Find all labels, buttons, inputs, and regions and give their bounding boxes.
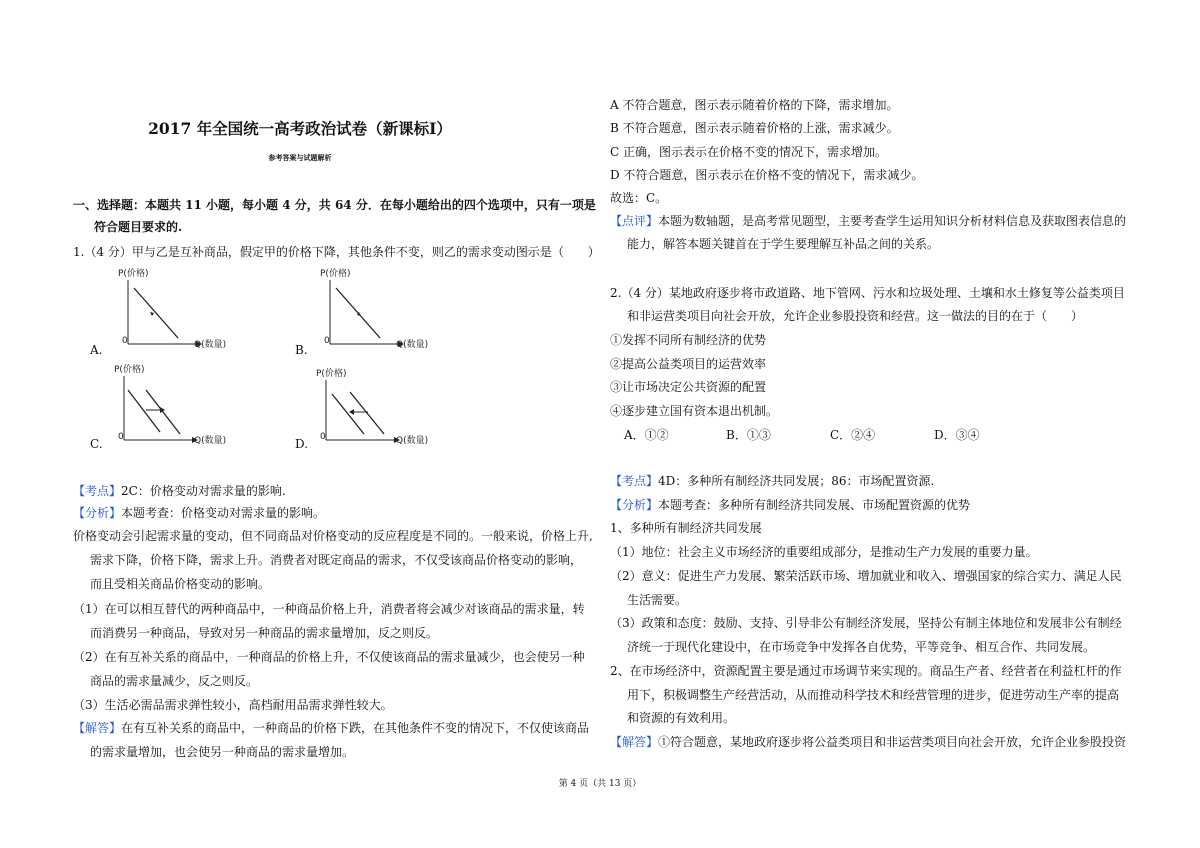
section-heading-line1: 一、选择题：本题共 11 小题，每小题 4 分，共 64 分．在每小题给出的四个选项中，只有一项是 — [73, 198, 596, 212]
option-b-letter: B. — [295, 343, 308, 357]
option-d-letter: D. — [295, 437, 309, 451]
q2-item: ①发挥不同所有制经济的优势 — [610, 333, 767, 347]
graph-b-origin: 0 — [324, 336, 330, 346]
graph-c-p-label: P(价格) — [114, 365, 145, 375]
q2-body-line: 2、在市场经济中，资源配置主要是通过市场调节来实现的。商品生产者、经营者在利益杠杆的作 — [610, 664, 1122, 678]
page-footer: 第 4 页（共 13 页） — [558, 779, 642, 789]
section-heading-line2: 符合题目要求的. — [94, 220, 183, 234]
q1-analysis-line: D 不符合题意，图示表示在价格不变的情况下，需求减少。 — [610, 168, 924, 182]
graph-a-q-label: Q(数量) — [194, 340, 227, 350]
q2-kaodian — [610, 473, 934, 489]
q2-fenxi-tag: 【分析】 — [610, 498, 659, 512]
q1-explain-line: 而消费另一种商品，导致对另一种商品的需求量增加，反之则反。 — [90, 626, 439, 640]
q2-stem: 2.（4 分）某地政府逐步将市政道路、地下管网、污水和垃圾处理、土壤和水土修复等公益类项目 — [610, 286, 1125, 300]
graph-b — [310, 266, 470, 356]
q1-explain-line: 商品的需求量减少，反之则反。 — [90, 674, 259, 688]
q1-kaodian-text: 2C：价格变动对需求量的影响. — [121, 484, 286, 498]
graph-d-p-label: P(价格) — [316, 369, 347, 379]
q1-dianping-text: 本题为数轴题，是高考常见题型，主要考查学生运用知识分析材料信息及获取图表信息的 — [658, 214, 1127, 228]
q2-body-line: 1、多种所有制经济共同发展 — [610, 521, 762, 535]
q1-jieda — [73, 720, 589, 736]
q1-explain-line: （2）在有互补关系的商品中，一种商品的价格上升，不仅使该商品的需求量减少，也会使另一种 — [73, 650, 585, 664]
q1-analysis-line: C 正确，图示表示在价格不变的情况下，需求增加。 — [610, 145, 887, 159]
graph-a — [108, 266, 268, 356]
q1-fenxi-tag: 【分析】 — [73, 506, 122, 520]
q1-kaodian — [73, 483, 286, 499]
graph-d — [306, 366, 466, 456]
graph-b-q-label: Q(数量) — [396, 340, 429, 350]
graph-c-q-label: Q(数量) — [194, 436, 227, 446]
q2-item: ②提高公益类项目的运营效率 — [610, 357, 767, 371]
q1-explain-line: （3）生活必需品需求弹性较小，高档耐用品需求弹性较大。 — [73, 698, 393, 712]
q1-dianping-line: 能力，解答本题关键首在于学生要理解互补品之间的关系。 — [627, 237, 940, 251]
q2-body-line: 生活需要。 — [627, 593, 688, 607]
q2-fenxi-text: 本题考查：多种所有制经济共同发展、市场配置资源的优势 — [658, 498, 971, 512]
graph-a-demand-curve — [134, 288, 178, 338]
graph-a-p-label: P(价格) — [118, 269, 149, 279]
q2-body-line: 和资源的有效利用。 — [627, 711, 736, 725]
q2-choice-b: B．①③ — [726, 428, 771, 442]
q1-jieda-text: 在有互补关系的商品中，一种商品的价格下跌，在其他条件不变的情况下，不仅使该商品 — [121, 721, 590, 735]
q1-kaodian-tag: 【考点】 — [73, 484, 122, 498]
q1-fenxi-text: 本题考查：价格变动对需求量的影响。 — [121, 506, 326, 520]
q2-stem-line: 和非运营类项目向社会开放，允许企业参股投资和经营。这一做法的目的在于（ ） — [627, 309, 1084, 323]
q2-jieda-text: ①符合题意，某地政府逐步将公益类项目和非运营类项目向社会开放，允许企业参股投资 — [658, 735, 1127, 749]
q1-explain-line: 价格变动会引起需求量的变动，但不同商品对价格变动的反应程度是不同的。一般来说，价格上升, — [73, 529, 593, 543]
q2-body-line: （3）政策和态度：鼓励、支持、引导非公有制经济发展，坚持公有制主体地位和发展非公有制经 — [610, 616, 1122, 630]
q1-dianping-tag: 【点评】 — [610, 214, 659, 228]
graph-c-demand-curve-1 — [128, 390, 160, 432]
q1-jieda-line: 的需求量增加，也会使另一种商品的需求量增加。 — [90, 745, 355, 759]
q1-explain-line: 需求下降，价格下降，需求上升。消费者对既定商品的需求，不仅受该商品价格变动的影响， — [90, 553, 583, 567]
q2-jieda-tag: 【解答】 — [610, 735, 659, 749]
q1-explain-line: 而且受相关商品价格变动的影响。 — [90, 577, 271, 591]
page-title: 2017 年全国统一高考政治试卷（新课标Ⅰ） — [148, 119, 452, 138]
q2-body-line: 用下，积极调整生产经营活动，从而推动科学技术和经营管理的进步，促进劳动生产率的提高 — [627, 688, 1120, 702]
q2-jieda — [610, 734, 1126, 750]
q2-kaodian-tag: 【考点】 — [610, 474, 659, 488]
option-a-letter: A. — [90, 343, 103, 357]
q2-choice-a: A．①② — [624, 428, 669, 442]
graph-c — [104, 362, 264, 452]
page-subtitle: 参考答案与试题解析 — [268, 153, 332, 162]
q1-jieda-tag: 【解答】 — [73, 721, 122, 735]
q2-body-line: （2）意义：促进生产力发展、繁荣活跃市场、增加就业和收入、增强国家的综合实力、满足人民 — [610, 569, 1122, 583]
q1-answer: 故选：C。 — [610, 191, 668, 205]
q2-item: ④逐步建立国有资本退出机制。 — [610, 404, 779, 418]
graph-a-move-arrow — [150, 312, 154, 316]
option-c-letter: C. — [90, 437, 103, 451]
q1-stem: 1.（4 分）甲与乙是互补商品，假定甲的价格下降，其他条件不变，则乙的需求变动图示是（ ） — [73, 245, 600, 259]
q2-item: ③让市场决定公共资源的配置 — [610, 380, 767, 394]
graph-d-demand-curve-1 — [332, 394, 364, 434]
q1-analysis-line: B 不符合题意，图示表示随着价格的上涨，需求减少。 — [610, 121, 899, 135]
graph-d-shift-arrow — [349, 409, 354, 415]
q2-choice-c: C．②④ — [830, 428, 876, 442]
q2-body-line: 济统一于现代化建设中，在市场竞争中发挥各自优势，平等竞争、相互合作、共同发展。 — [627, 640, 1096, 654]
q2-choice-d: D．③④ — [934, 428, 980, 442]
graph-b-p-label: P(价格) — [320, 269, 351, 279]
q2-fenxi — [610, 497, 970, 513]
graph-c-demand-curve-2 — [146, 390, 180, 434]
q1-dianping — [610, 213, 1126, 229]
graph-a-origin: 0 — [122, 336, 128, 346]
graph-b-demand-curve — [336, 288, 380, 338]
graph-d-demand-curve-2 — [350, 392, 384, 434]
q1-analysis-line: A 不符合题意，图示表示随着价格的下降，需求增加。 — [610, 98, 899, 112]
q2-body-line: （1）地位：社会主义市场经济的重要组成部分，是推动生产力发展的重要力量。 — [610, 545, 1038, 559]
q2-kaodian-text: 4D：多种所有制经济共同发展；86：市场配置资源. — [658, 474, 935, 488]
q1-fenxi — [73, 505, 325, 521]
graph-d-origin: 0 — [320, 432, 326, 442]
q1-explain-line: （1）在可以相互替代的两种商品中，一种商品价格上升，消费者将会减少对该商品的需求量，转 — [73, 602, 585, 616]
graph-c-origin: 0 — [118, 432, 124, 442]
graph-d-q-label: Q(数量) — [396, 436, 429, 446]
